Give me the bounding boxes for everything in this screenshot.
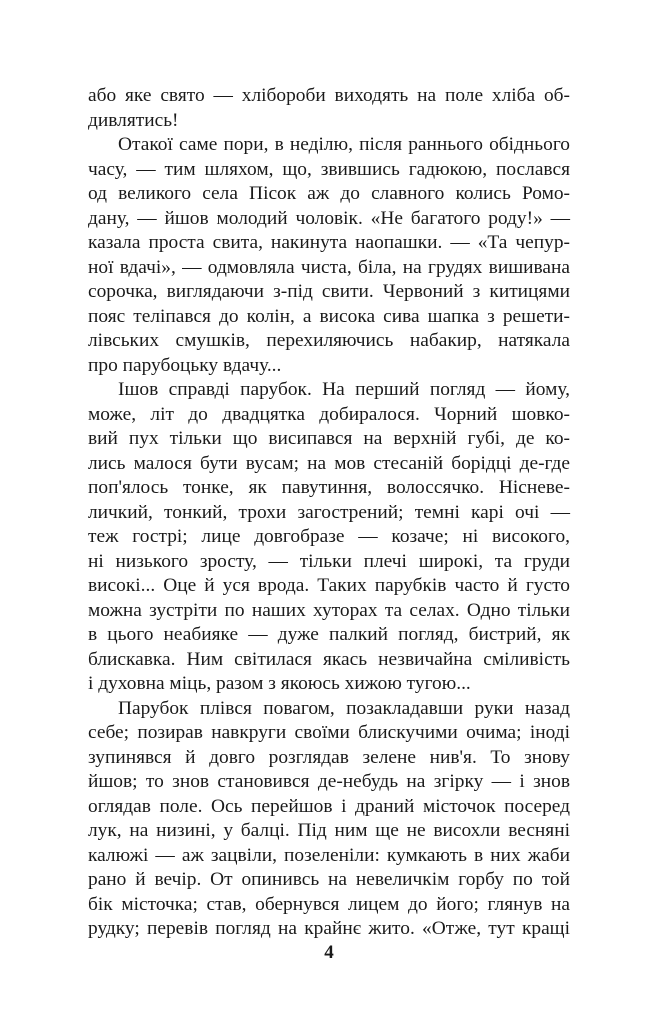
paragraph <box>88 697 570 942</box>
text-line: пояс теліпався до колін, а висока сива шапка з решети- <box>88 305 570 327</box>
text-line: і духовна міць, разом з якоюсь хижою тугою... <box>88 673 471 694</box>
text-line: вий пух тільки що висипався на верхній губі, де ко- <box>88 428 570 449</box>
text-line: себе; позирав навкруги своїми блискучими очима; іноді <box>88 722 570 743</box>
paragraph <box>88 378 570 697</box>
text-line: сорочка, виглядаючи з-під свити. Червоний з китицями <box>88 281 570 302</box>
text-line: в цього неабияке — дуже палкий погляд, бистрий, як <box>88 624 570 645</box>
text-line: йшов; то знов становився де-небудь на згірку — і знов <box>88 771 570 792</box>
text-line: дивлятись! <box>88 109 179 131</box>
text-line: оглядав поле. Ось перейшов і драний місточок посеред <box>88 795 570 817</box>
page-number: 4 <box>324 942 334 963</box>
text-line: або яке свято — хлібороби виходять на поле хліба об- <box>88 85 570 106</box>
text-line: Ішов справді парубок. На перший погляд — йому, <box>118 379 570 400</box>
text-line: поп'ялось тонке, як павутиння, волоссячко. Нісневе- <box>88 477 570 498</box>
text-line: бік місточка; став, обернувся лицем до його; глянув на <box>88 893 570 915</box>
text-line: калюжі — аж зацвіли, позеленіли: кумкають в них жаби <box>88 844 570 866</box>
text-line: дану, — йшов молодий чоловік. «Не багатого роду!» — <box>88 207 570 229</box>
paragraph <box>88 133 570 378</box>
text-line: лівських смушків, перехиляючись набакир, натякала <box>88 330 570 351</box>
text-line: лись малося бути вусам; на мов стесаній борідці де-где <box>88 452 570 474</box>
page-body <box>88 84 570 942</box>
text-line: блискавка. Ним світилася якась незвичайна сміливість <box>88 648 570 670</box>
text-line: ні низького зросту, — тільки плечі широкі, та груди <box>88 550 570 572</box>
text-line: зупинявся й довго розглядав зелене нив'я. То знову <box>88 746 570 768</box>
text-line: лук, на низині, у балці. Під ним ще не висохли весняні <box>88 820 570 841</box>
paragraph <box>88 84 570 133</box>
text-line: високі... Оце й уся врода. Таких парубків часто й густо <box>88 575 570 596</box>
text-line: теж гострі; лице довгобразе — козаче; ні високого, <box>88 526 570 547</box>
text-line: можна зустріти по наших хуторах та селах. Одно тільки <box>88 599 570 621</box>
text-line: може, літ до двадцятка добиралося. Чорний шовко- <box>88 403 570 425</box>
text-line: личкий, тонкий, трохи загострений; темні карі очі — <box>88 501 570 523</box>
text-line: про парубоцьку вдачу... <box>88 354 282 376</box>
text-line: рано й вечір. От опинивсь на невеличкім горбу по той <box>88 869 570 890</box>
text-line: казала проста свита, накинута наопашки. — «Та чепур- <box>88 232 570 253</box>
text-line: ної вдачі», — одмовляла чиста, біла, на грудях вишивана <box>88 256 570 278</box>
text-line: рудку; перевів погляд на крайнє жито. «Отже, тут кращі <box>88 918 570 939</box>
text-line: Парубок плівся повагом, позакладавши руки назад <box>118 697 570 719</box>
text-line: од великого села Пісок аж до славного колись Ромо- <box>88 183 570 204</box>
text-line: Отакої саме пори, в неділю, після раннього обіднього <box>118 134 570 155</box>
text-line: часу, — тим шляхом, що, звившись гадюкою, послався <box>88 158 570 180</box>
